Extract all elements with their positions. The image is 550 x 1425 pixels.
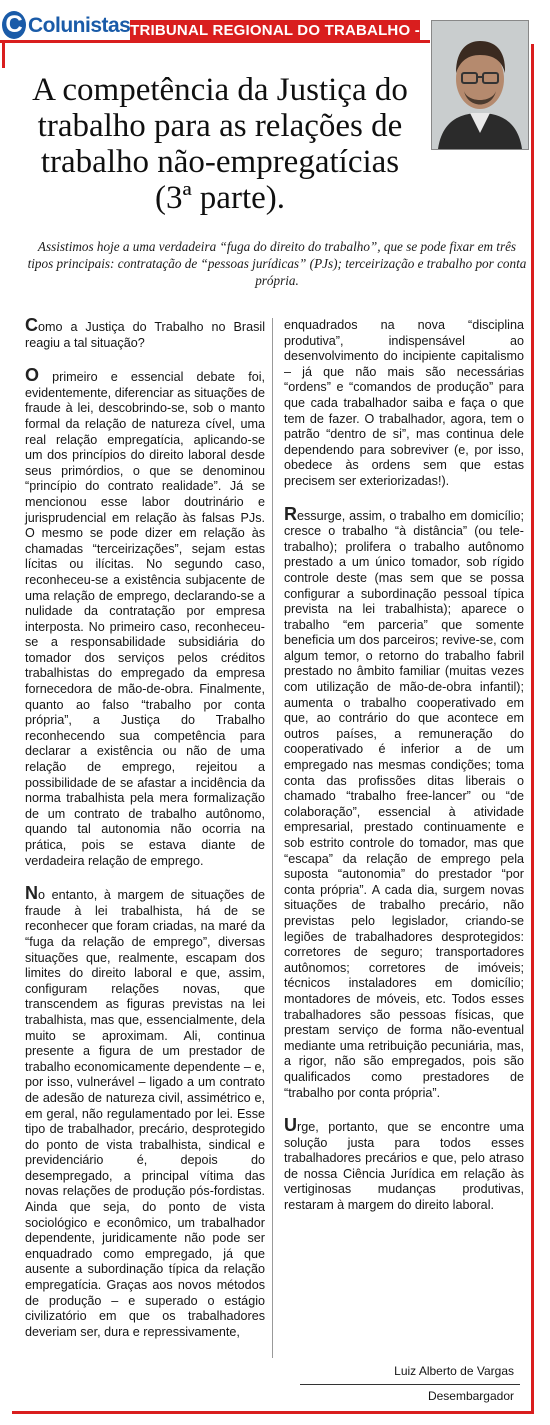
paragraph-text: primeiro e essencial debate foi, evidentemente, diferenciar as situações de fraude à lei, descobrindo-se, sob o manto formal da relação de natureza cível, uma real relação empregatícia, aplicando-se um dos princípios do direito laboral desde seus primórdios, o que se denominou “princípio do contrato realidade”. Já se mencionou esse labor doutrinário e jurisprudencial em relação às falsas PJs. O mesmo se pode dizer em relação às chamadas “terceirizações”, sejam estas lícitas ou ilícitas. No segundo caso, reconheceu-se a existência subjacente de uma relação de emprego, declarando-se a nulidade da contratação por empresa interposta. No primeiro caso, reconheceu-se a responsabilidade subsidiária do tomador dos serviços pelos créditos trabalhistas do empregado da empresa fornecedora de mão-de-obra. Finalmente, quanto ao falso “trabalho por conta própria”, a Justiça do Trabalho reconhecendo sua competência para declarar a existência ou não de uma relação de emprego, rejeitou a possibilidade de se afastar a incidência da norma trabalhista pela mera formalização de um contrato de trabalho autônomo, quando tal autonomia não ocorria na prática, pois se estava diante de verdadeira relação de emprego. [25,370,265,868]
title-line: A competência da Justiça do [32,72,408,108]
frame-top-rule [0,40,430,43]
article-paragraph [25,315,265,351]
author-photo [431,20,529,150]
brand-name: Colunistas [28,14,131,37]
paragraph-initial: O [25,365,40,386]
paragraph-text: o entanto, à margem de situações de fraude à lei trabalhista, há de se reconhecer que foram criadas, na maré da “fuga da relação de emprego”, diversas situações que, realmente, escapam dos limites do direito laboral e que, assim, configuram relações novas, que transcendem as figuras previstas na lei trabalhista, mas que, essencialmente, dela muito se aproximam. Ali, continua presente a figura de um prestador de trabalho economicamente dependente – e, por isso, vulnerável – ligado a um contrato de adesão de natureza civil, assimétrico e, em geral, não regulamentado por lei. Esse tipo de trabalhador, precário, desprotegido do ponto de vista trabalhista, sindical e previdenciário é, depois do desempregado, a principal vítima das novas relações de produção pós-fordistas. Ainda que seja, do ponto de vista sociológico e econômico, um trabalhador dependente, juridicamente não pode ser enquadrado como empregado, já que ausente a subordinação típica da relação empregatícia. Graças aos novos métodos de produção – e superado o estágio civilizatório em que os trabalhadores deveriam ser, dura e repressivamente, [25,888,265,1339]
columnists-logo-icon: C [2,11,26,39]
paragraph-text: omo a Justiça do Trabalho no Brasil reagiu a tal situação? [25,320,265,350]
paragraph-text: rge, portanto, que se encontre uma solução justa para todos esses trabalhadores precários e que, pelo atraso de nossa Ciência Jurídica em relação às vertiginosas mudanças produtivas, restaram à margem do direito laboral. [284,1120,524,1213]
paragraph-initial: U [284,1115,297,1136]
frame-left-rule [2,40,5,68]
paragraph-text: essurge, assim, o trabalho em domicílio; cresce o trabalho “à distância” (ou tele-trabalho); prolifera o trabalho autônomo prestado a um único tomador, sob rígido controle deste (mas sem que se possa configurar a subordinação pessoal típica prevista na lei trabalhista); aparece o trabalho “em parceria” que somente beneficia um dos parceiros; revive-se, com algum temor, o retorno do trabalho fabril prestado no âmbito familiar (muitas vezes com utilização de mão-de-obra infantil); aumenta o trabalho cooperativado em que, ao contrário do que acontece em outros países, a remuneração do cooperativado é inferior a de um empregado nas mesmas condições; toma conta das profissões ditas liberais o chamado “trabalho free-lancer” ou “de colaboração”, essencial à atividade empresarial, prestado continuamente e sob estrito controle do tomador, mas que “escapa” da relação de emprego pela suposta “autonomia” do prestador “por conta própria”. A cada dia, surgem novas situações de trabalho precário, não previstas pelo legislador, criando-se legiões de trabalhadores desprotegidos: corretores de seguro; transportadores autônomos; corretores de imóveis; técnicos instaladores em domicílio; montadores de móveis, etc. Todos esses trabalhadores são pessoas físicas, que prestam serviço de forma não-eventual mediante uma retribuição pecuniária, mas, a rigor, não são empregados, pois são qualificados como prestadores de “trabalho por conta própria”. [284,508,524,1100]
column-divider [272,318,273,1358]
paragraph-initial: R [284,503,297,524]
paragraph-initial: N [25,883,38,904]
article-title [20,72,420,216]
author-role: Desembargador [427,1389,514,1403]
article-paragraph-continued: enquadrados na nova “disciplina produtiva”, indispensável ao desenvolvimento do incipiente capitalismo – já que não mais são necessárias “ordens” e “comandos de produção” para que cada trabalhador saiba e faça o que tem de fazer. O trabalhador, agora, tem o patrão “dentro de si”, mas continua dele dependendo para sobreviver (e, por isso, obedece às ordens sem que estas precisem ser exteriorizadas!). [284,318,524,488]
author-portrait-icon [432,21,528,149]
byline-rule [300,1384,520,1385]
paragraph-initial: C [25,315,38,335]
article-paragraph [284,503,524,1102]
article-lead: Assistimos hoje a uma verdadeira “fuga do direito do trabalho”, que se pode fixar em três tipos principais: contratação de “pessoas jurídicas” (PJs); terceirização e trabalho por conta própria. [27,239,527,288]
author-name: Luiz Alberto de Vargas [394,1364,514,1378]
article-paragraph [25,883,265,1340]
article-column-left [25,315,265,1357]
article-column-right [284,318,524,1231]
title-line: trabalho para as relações de [37,108,403,144]
section-title: TRIBUNAL REGIONAL DO TRABALHO - RS [130,22,420,61]
title-line: trabalho não-empregatícias [40,144,400,180]
title-line: (3ª parte). [154,180,286,216]
article-paragraph [25,365,265,869]
author-byline [300,1364,520,1403]
article-paragraph [284,1115,524,1214]
